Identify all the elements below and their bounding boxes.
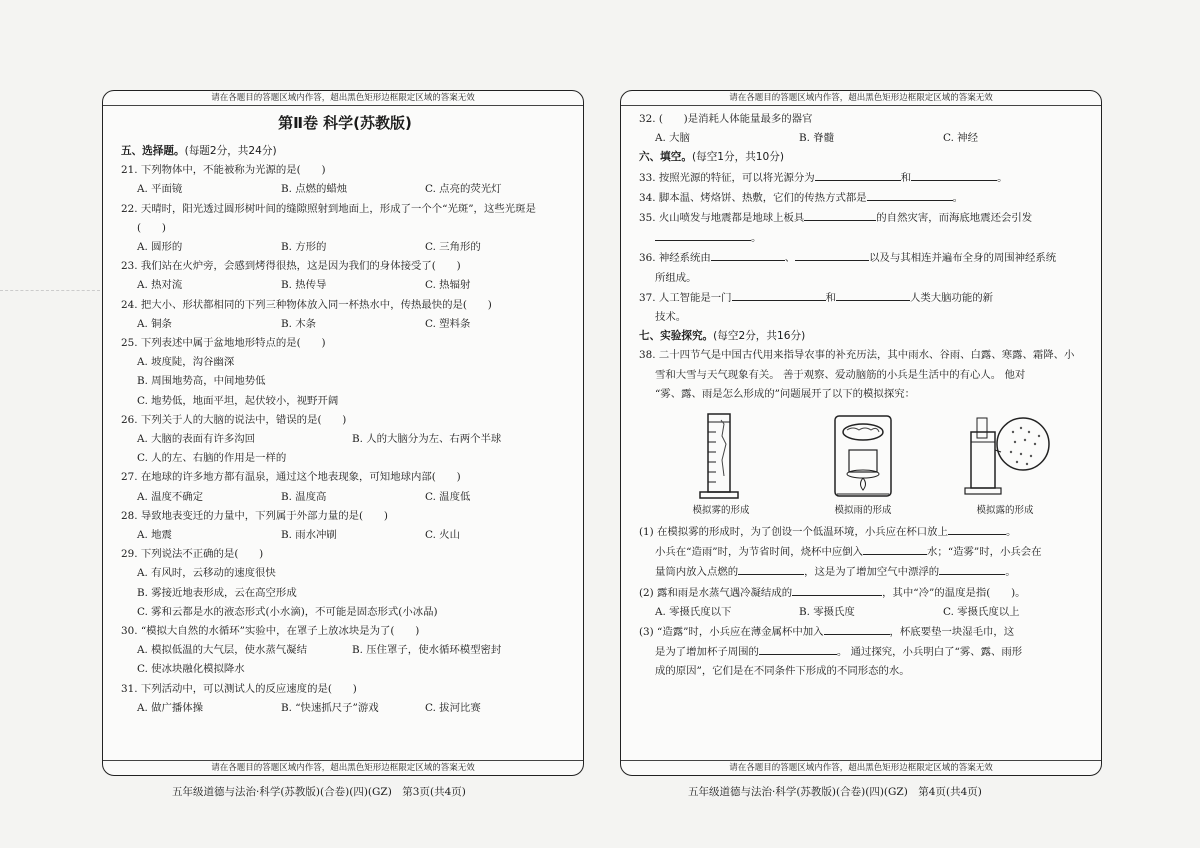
answer-blank[interactable] <box>824 622 890 635</box>
question-21: 21. 下列物体中，不能被称为光源的是( ) <box>121 164 326 177</box>
question-21-options <box>121 180 569 199</box>
exam-page-4 <box>620 90 1102 776</box>
answer-area-notice-bottom: 请在各题目的答题区域内作答，超出黑色矩形边框限定区域的答案无效 <box>621 760 1101 775</box>
sub-question-2-options <box>639 603 1087 622</box>
section-5-heading <box>121 142 569 161</box>
answer-blank[interactable] <box>948 522 1006 535</box>
rain-figure-caption: 模拟雨的形成 <box>834 505 892 517</box>
answer-blank[interactable] <box>732 288 826 301</box>
option-c[interactable]: C. 使冰块融化模拟降水 <box>137 663 245 676</box>
section-7-heading <box>639 327 1087 346</box>
question-33-text: 和 <box>900 171 912 184</box>
section-6-heading <box>639 148 1087 167</box>
question-38-line-2: 雪和大雪与天气现象有关。 善于观察、爱动脑筋的小兵是生活中的有心人。 他对 <box>655 368 1026 381</box>
question-27-options <box>121 488 569 507</box>
option-b[interactable]: B. 脊髓 <box>799 132 835 145</box>
answer-blank[interactable] <box>863 542 927 555</box>
option-a[interactable]: A. 地震 <box>137 529 172 542</box>
option-a[interactable]: A. 大脑的表面有许多沟回 <box>137 433 256 446</box>
sub-question-3-line-3: 成的原因”，它们是在不同条件下形成的不同形态的水。 <box>655 665 910 678</box>
question-34 <box>639 188 1087 208</box>
sub-question-1-text: ，这是为了增加空气中漂浮的 <box>804 566 940 579</box>
answer-blank[interactable] <box>795 248 869 261</box>
sub-question-1-text: 。 <box>1005 526 1017 539</box>
sub-question-3-text: 是为了增加杯子周围的 <box>655 646 759 659</box>
option-c[interactable]: C. 热辐射 <box>425 279 471 292</box>
option-b[interactable]: B. 雨水冲刷 <box>281 529 337 542</box>
question-22-bracket: ( ) <box>137 221 166 234</box>
answer-blank[interactable] <box>939 562 1005 575</box>
option-b[interactable]: B. 雾接近地表形成，云在高空形成 <box>137 586 297 599</box>
question-35-text: 35. 火山喷发与地震都是地球上板具 <box>639 212 805 225</box>
option-c[interactable]: C. 人的左、右脑的作用是一样的 <box>137 452 287 465</box>
paper-title: 第Ⅱ卷 科学(苏教版) <box>278 114 412 132</box>
question-33-text: 。 <box>997 171 1008 184</box>
option-b[interactable]: B. 点燃的蜡烛 <box>281 183 348 196</box>
option-a[interactable]: A. 热对流 <box>137 279 183 292</box>
section-7-label: 七、实验探究。 <box>639 330 714 343</box>
question-35-cont <box>639 228 1087 248</box>
sub-question-2-text: ，其中“冷”的温度是指( )。 <box>882 586 1026 599</box>
beaker-with-plate-icon <box>823 410 903 502</box>
question-24-options <box>121 315 569 334</box>
question-28: 28. 导致地表变迁的力量中，下列属于外部力量的是( ) <box>121 509 388 522</box>
sub-question-1-text: 。 <box>1005 566 1016 579</box>
sub-question-1-text: 量筒内放入点燃的 <box>655 566 739 579</box>
dew-figure-caption: 模拟露的形成 <box>976 505 1034 517</box>
answer-blank[interactable] <box>655 228 751 241</box>
experiment-figures <box>639 404 1087 522</box>
question-37-text: 37. 人工智能是一门 <box>639 291 732 304</box>
sub-question-1-line-3 <box>639 562 1087 582</box>
answer-area-notice-top: 请在各题目的答题区域内作答，超出黑色矩形边框限定区域的答案无效 <box>103 91 583 106</box>
sub-question-2 <box>639 583 1087 603</box>
option-c[interactable]: C. 塑料条 <box>425 317 471 330</box>
sub-question-3 <box>639 622 1087 642</box>
sub-question-1-line-2 <box>639 542 1087 562</box>
option-b[interactable]: B. 方形的 <box>281 241 327 254</box>
option-b[interactable]: B. 压住罩子，使水循环模型密封 <box>352 644 502 657</box>
section-7-score-note: (每空2分，共16分) <box>713 330 806 343</box>
page-3-content <box>103 106 583 718</box>
option-c[interactable]: C. 地势低，地面平坦，起伏较小，视野开阔 <box>137 394 339 407</box>
option-a[interactable]: A. 平面镜 <box>137 183 183 196</box>
answer-area-notice-top: 请在各题目的答题区域内作答，超出黑色矩形边框限定区域的答案无效 <box>621 91 1101 106</box>
answer-blank[interactable] <box>711 248 785 261</box>
option-c[interactable]: C. 火山 <box>425 529 460 542</box>
sub-question-2-text: (2) 露和雨是水蒸气遇冷凝结成的 <box>639 586 793 599</box>
question-26-options <box>121 430 569 449</box>
question-34-text: 34. 脚本温、烤烙饼、热敷，它们的传热方式都是 <box>639 191 867 204</box>
question-30-options <box>121 641 569 660</box>
answer-area-notice-bottom: 请在各题目的答题区域内作答，超出黑色矩形边框限定区域的答案无效 <box>103 760 583 775</box>
question-23: 23. 我们站在火炉旁，会感到烤得很热，这是因为我们的身体接受了( ) <box>121 260 461 273</box>
question-37-text: 人类大脑功能的新 <box>909 291 994 304</box>
question-35-text: 。 <box>751 232 762 245</box>
option-a[interactable]: A. 做广播体操 <box>137 701 204 714</box>
option-a[interactable]: A. 铜条 <box>137 317 172 330</box>
option-a[interactable]: A. 圆形的 <box>137 241 183 254</box>
fog-figure-caption: 模拟雾的形成 <box>692 505 750 517</box>
question-25: 25. 下列表述中属于盆地地形特点的是( ) <box>121 337 326 350</box>
question-37-cont: 技术。 <box>655 311 687 324</box>
answer-blank[interactable] <box>792 583 882 596</box>
sub-question-1-text: 小兵在“造雨”时，为节省时间，烧杯中应倒入 <box>655 546 864 559</box>
option-a[interactable]: A. 零摄氏度以下 <box>655 605 732 618</box>
answer-blank[interactable] <box>815 168 901 181</box>
section-5-label: 五、选择题。 <box>121 145 185 157</box>
question-23-options <box>121 276 569 295</box>
option-b[interactable]: B. 人的大脑分为左、右两个半球 <box>352 433 502 446</box>
question-36 <box>639 248 1087 268</box>
question-30: 30. “模拟大自然的水循环”实验中，在罩子上放冰块是为了( ) <box>121 625 420 638</box>
answer-blank[interactable] <box>911 168 997 181</box>
question-22-options <box>121 238 569 257</box>
question-27: 27. 在地球的许多地方都有温泉，通过这个地表现象，可知地球内部( ) <box>121 471 461 484</box>
option-b[interactable]: B. “快速抓尺子”游戏 <box>281 701 379 714</box>
option-a[interactable]: A. 大脑 <box>655 132 690 145</box>
option-c[interactable]: C. 神经 <box>943 132 978 145</box>
question-37-text: 和 <box>825 291 836 304</box>
question-28-options <box>121 526 569 545</box>
option-c[interactable]: C. 温度低 <box>425 490 471 503</box>
option-a[interactable]: A. 模拟低温的大气层，使水蒸气凝结 <box>137 644 307 657</box>
question-31: 31. 下列活动中，可以测试人的反应速度的是( ) <box>121 682 357 695</box>
question-35 <box>639 208 1087 228</box>
sub-question-3-text: ，杯底要垫一块湿毛巾，这 <box>889 626 1015 639</box>
question-37 <box>639 288 1087 308</box>
option-a[interactable]: A. 坡度陡，沟谷幽深 <box>137 356 235 369</box>
sub-question-3-text: (3) “造露”时，小兵应在薄金属杯中加入 <box>639 626 824 639</box>
question-22: 22. 天晴时，阳光透过圆形树叶间的缝隙照射到地面上，形成了一个个“光斑”，这些光斑是 <box>121 202 536 215</box>
scan-smudge <box>0 290 100 295</box>
answer-blank[interactable] <box>804 208 876 221</box>
graduated-cylinder-icon <box>686 410 756 502</box>
sub-question-3-text: 。 通过探究，小兵明白了“雾、露、雨形 <box>836 646 1023 659</box>
question-36-text: 、 <box>784 252 796 265</box>
exam-page-3 <box>102 90 584 776</box>
question-36-cont: 所组成。 <box>655 271 697 284</box>
option-c[interactable]: C. 零摄氏度以上 <box>943 605 1020 618</box>
option-c[interactable]: C. 雾和云都是水的液态形式(小水滴)，不可能是固态形式(小冰晶) <box>137 605 438 618</box>
option-a[interactable]: A. 温度不确定 <box>137 490 204 503</box>
sub-question-1-text: 水；“造雾”时，小兵会在 <box>927 546 1042 559</box>
fog-figure <box>661 410 781 522</box>
option-b[interactable]: B. 周围地势高，中间地势低 <box>137 375 266 388</box>
page-3-footer: 五年级道德与法治·科学(苏教版)(合卷)(四)(GZ) 第3页(共4页) <box>172 786 466 798</box>
question-35-text: 的自然灾害，而海底地震还会引发 <box>876 212 1033 225</box>
option-c[interactable]: C. 三角形的 <box>425 241 481 254</box>
option-b[interactable]: B. 热传导 <box>281 279 327 292</box>
sub-question-3-line-2 <box>639 642 1087 662</box>
question-33 <box>639 168 1087 188</box>
option-b[interactable]: B. 温度高 <box>281 490 327 503</box>
question-38-line-3: “雾、露、雨是怎么形成的”问题展开了以下的模拟探究： <box>655 387 915 400</box>
question-29: 29. 下列说法不正确的是( ) <box>121 548 264 561</box>
question-38-line-1: 38. 二十四节气是中国古代用来指导农事的补充历法，其中雨水、谷雨、白露、寒露、霜降、小 <box>639 349 1075 362</box>
section-6-score-note: (每空1分，共10分) <box>691 151 785 164</box>
question-32-options <box>639 129 1087 148</box>
option-b[interactable]: B. 木条 <box>281 317 317 330</box>
question-24: 24. 把大小、形状都相同的下列三种物体放入同一杯热水中，传热最快的是( ) <box>121 298 492 311</box>
question-26: 26. 下列关于人的大脑的说法中，错误的是( ) <box>121 413 347 426</box>
page-4-content <box>621 106 1101 682</box>
section-6-label: 六、填空。 <box>639 151 692 164</box>
page-4-footer: 五年级道德与法治·科学(苏教版)(合卷)(四)(GZ) 第4页(共4页) <box>688 786 982 798</box>
question-36-text: 以及与其相连并遍布全身的周围神经系统 <box>869 252 1057 265</box>
question-33-text: 33. 按照光源的特征，可以将光源分为 <box>639 171 815 184</box>
sub-question-1-text: (1) 在模拟雾的形成时，为了创设一个低温环境，小兵应在杯口放上 <box>639 526 948 539</box>
question-32: 32. ( )是消耗人体能量最多的器官 <box>639 113 813 125</box>
answer-blank[interactable] <box>867 188 953 201</box>
option-c[interactable]: C. 点亮的荧光灯 <box>425 183 502 196</box>
question-36-text: 36. 神经系统由 <box>639 252 711 265</box>
dew-figure <box>945 410 1065 522</box>
option-b[interactable]: B. 零摄氏度 <box>799 605 855 618</box>
option-c[interactable]: C. 拔河比赛 <box>425 701 481 714</box>
rain-figure <box>803 410 923 522</box>
metal-cup-magnified-icon <box>957 410 1053 502</box>
section-5-score-note: (每题2分，共24分) <box>184 145 277 157</box>
answer-blank[interactable] <box>738 562 804 575</box>
answer-blank[interactable] <box>836 288 910 301</box>
option-a[interactable]: A. 有风时，云移动的速度很快 <box>137 567 276 580</box>
question-34-text: 。 <box>952 191 964 204</box>
answer-blank[interactable] <box>759 642 837 655</box>
sub-question-1 <box>639 522 1087 542</box>
question-31-options <box>121 699 569 718</box>
